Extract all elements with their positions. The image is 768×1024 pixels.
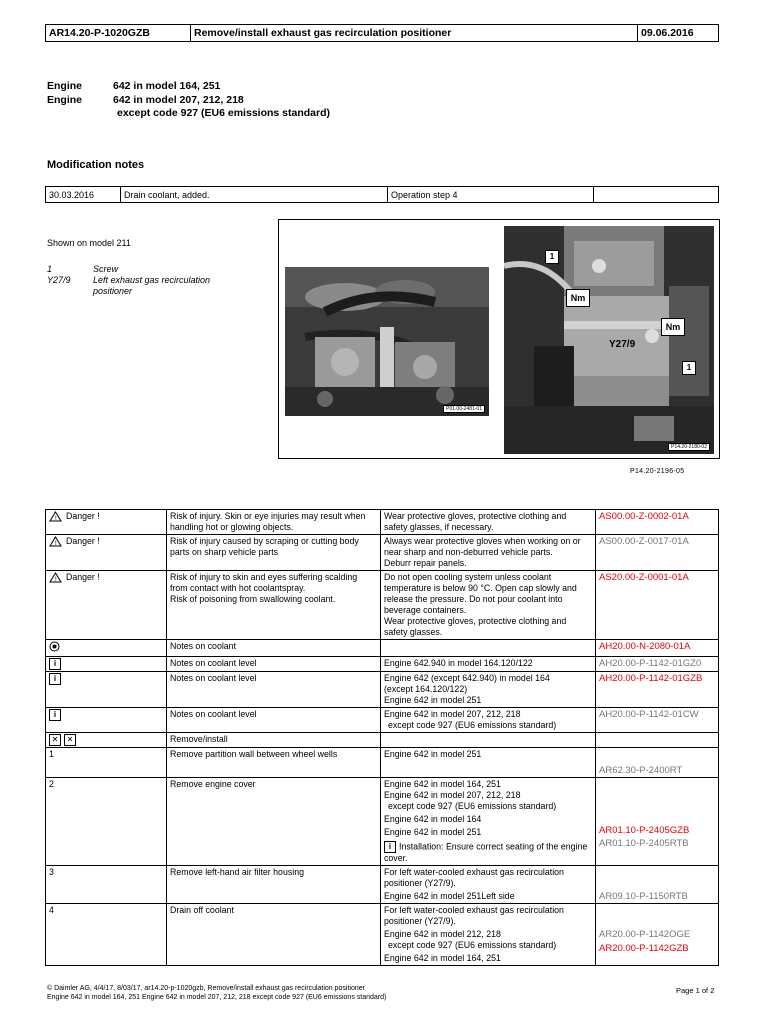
doc-link[interactable]: AS00.00-Z-0002-01A [596,510,719,535]
callout-nm: Nm [566,289,590,307]
measure-text: Always wear protective gloves when working on or near sharp and non-deburred vehicle parts. [384,536,581,557]
legend-key: Y27/9 [47,275,71,285]
section-text: Remove/install [167,733,381,748]
legend-text: Left exhaust gas recirculation [93,275,211,285]
doc-link[interactable]: AR20.00-P-1142GZB [599,943,689,954]
table-row [46,571,719,640]
measure-text: Engine 642 in model 251 [384,695,482,705]
danger-label: Danger ! [66,572,100,582]
doc-link[interactable]: AR20.00-P-1142OGE [599,929,691,940]
note-text: Notes on coolant level [167,708,381,733]
table-row [46,778,719,866]
warning-icon [49,536,62,547]
measure-text: Engine 642 in model 251Left side [384,891,515,901]
danger-label: Danger ! [66,536,100,546]
engine-label: Engine [47,93,83,106]
risk-text: Risk of injury caused by scraping or cutting body parts on sharp vehicle parts [167,535,381,571]
risk-text: Risk of injury. Skin or eye injuries may result when handling hot or glowing objects. [167,510,381,535]
measure-text: except code 927 (EU6 emissions standard) [388,720,557,730]
callout-1: 1 [682,361,696,375]
measure-text: Installation: Ensure correct seating of the engine cover. [384,841,588,863]
engine-photo-detail [504,226,714,454]
legend-key: 1 [47,264,53,274]
callout-1: 1 [545,250,559,264]
svg-text:!: ! [54,540,58,548]
mod-empty [594,187,719,203]
doc-link[interactable]: AH20.00-P-1142-01GZ0 [596,657,719,672]
step-number: 1 [46,748,167,778]
doc-link[interactable]: AH20.00-N-2080-01A [596,640,719,657]
doc-link[interactable]: AR09.10-P-1150RTB [596,866,719,904]
warning-icon [49,572,62,583]
measure-text: except code 927 (EU6 emissions standard) [388,940,557,950]
engine-value: except code 927 (EU6 emissions standard) [117,107,330,119]
engine-block [47,80,330,121]
table-row [46,708,719,733]
figure-caption: P14.20-2196-05 [630,468,685,475]
shown-on: Shown on model 211 [47,238,131,248]
info-icon: i [49,709,61,721]
measure-text: Engine 642 in model 164, 251 [384,953,501,963]
figure-frame [278,219,720,459]
install-icon: ✕ [64,734,76,746]
warning-icon [49,511,62,522]
measure-text: Deburr repair panels. [384,558,467,568]
callout-y27: Y27/9 [609,339,636,350]
callout-nm: Nm [661,318,685,336]
step-text: Remove engine cover [167,778,381,866]
legend-text: Screw [93,264,119,274]
step-text: Remove left-hand air filter housing [167,866,381,904]
doc-date: 09.06.2016 [638,25,719,42]
measure-text: For left water-cooled exhaust gas recirculation positioner (Y27/9). [384,905,564,926]
environment-icon [49,641,60,652]
step-number: 3 [46,866,167,904]
measure-text: Do not open cooling system unless coolant temperature is below 90 °C. Open cap slowly and release the pressure. Do not pour coolant into beverage containers. [384,572,577,615]
note-text: Notes on coolant level [167,657,381,672]
table-row [46,904,719,966]
doc-link[interactable]: AS00.00-Z-0017-01A [596,535,719,571]
note-text: Notes on coolant [167,640,381,657]
legend [47,264,210,297]
legend-key [47,286,93,297]
photo-tag: P01.00-2481-01 [443,405,485,413]
doc-link[interactable]: AR62.30-P-2400RT [596,748,719,778]
svg-text:!: ! [54,576,58,584]
step-number: 2 [46,778,167,866]
doc-id: AR14.20-P-1020GZB [46,25,191,42]
mod-date: 30.03.2016 [46,187,121,203]
info-icon: i [49,673,61,685]
engine-value: 642 in model 164, 251 [113,80,221,92]
measure-text: Wear protective gloves, protective clothing and safety glasses, if necessary. [381,510,596,535]
measure-text: Engine 642 in model 212, 218 [384,929,501,939]
info-icon: i [384,841,396,853]
doc-header [45,24,719,42]
engine-photo-overview [285,267,489,416]
measure-text: Engine 642 in model 251 [384,827,482,837]
footer [47,984,386,1002]
note-text: Notes on coolant level [167,672,381,708]
measure-text: Engine 642 (except 642.940) in model 164 [384,673,550,683]
measure-text: (except 164.120/122) [384,684,468,694]
table-row [46,510,719,535]
step-text: Remove partition wall between wheel wells [167,748,381,778]
measure-text: Wear protective gloves, protective clothing and safety glasses. [384,616,567,637]
mod-step: Operation step 4 [388,187,594,203]
measure-text: Engine 642 in model 207, 212, 218 [384,709,521,719]
risk-text: Risk of injury to skin and eyes suffering scalding from contact with hot coolantspray. [170,572,358,593]
table-row [46,733,719,748]
page-number: Page 1 of 2 [676,986,715,995]
measure-text: Engine 642.940 in model 164.120/122 [381,657,596,672]
measure-text: Engine 642 in model 207, 212, 218 [384,790,521,800]
procedure-table [45,509,719,966]
doc-link[interactable]: AR01.10-P-2405RTB [599,838,689,849]
engine-label: Engine [47,80,83,92]
doc-link[interactable]: AH20.00-P-1142-01GZB [596,672,719,708]
legend-text: positioner [93,286,133,296]
measure-text: except code 927 (EU6 emissions standard) [388,801,557,811]
footer-line: © Daimler AG, 4/4/17, 8/03/17, ar14.20-p-1020gzb, Remove/install exhaust gas recirculation positioner [47,985,365,992]
footer-line: Engine 642 in model 164, 251 Engine 642 in model 207, 212, 218 except code 927 (EU6 emissions standard) [47,994,387,1001]
measure-text: Engine 642 in model 164, 251 [384,779,501,789]
modification-table [45,186,719,203]
table-row [46,640,719,657]
table-row [46,748,719,778]
danger-label: Danger ! [66,511,100,521]
doc-link[interactable]: AS20.00-Z-0001-01A [596,571,719,640]
table-row [46,657,719,672]
info-icon: i [49,658,61,670]
step-number: 4 [46,904,167,966]
doc-link[interactable]: AR01.10-P-2405GZB [599,825,690,836]
measure-text: For left water-cooled exhaust gas recirculation positioner (Y27/9). [384,867,564,888]
svg-text:!: ! [54,515,58,523]
remove-icon: ✕ [49,734,61,746]
mod-text: Drain coolant, added. [121,187,388,203]
table-row [46,866,719,904]
modification-title: Modification notes [47,159,145,171]
table-row [46,672,719,708]
table-row [46,535,719,571]
doc-link[interactable]: AH20.00-P-1142-01CW [596,708,719,733]
measure-text: Engine 642 in model 164 [384,814,482,824]
measure-text: Engine 642 in model 251 [381,748,596,778]
step-text: Drain off coolant [167,904,381,966]
engine-value: 642 in model 207, 212, 218 [113,93,244,106]
doc-title: Remove/install exhaust gas recirculation positioner [191,25,638,42]
photo-tag: P14.20-2180-02 [668,443,710,451]
risk-text: Risk of poisoning from swallowing coolant. [170,594,336,604]
